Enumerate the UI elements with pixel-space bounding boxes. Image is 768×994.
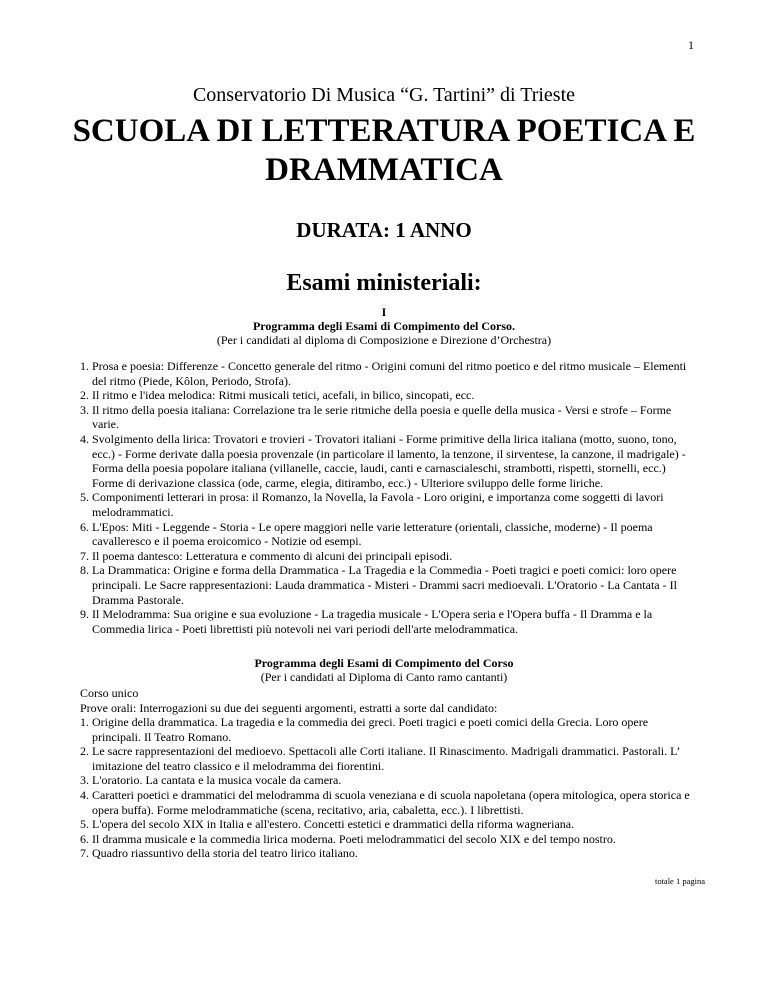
section1-header [0, 305, 768, 347]
footer-note: totale 1 pagina [654, 876, 705, 886]
section1-numeral: I [381, 305, 387, 319]
list-item: 5. Componimenti letterari in prosa: il Romanzo, la Novella, la Favola - Loro origini, e importanza come soggetti di lavori melodrammatici. [80, 490, 664, 519]
institution-name: Conservatorio Di Musica “G. Tartini” di Trieste [192, 84, 576, 106]
list-item: 6. L'Epos: Miti - Leggende - Storia - Le opere maggiori nelle varie letterature (orientali, classiche, moderne) - Il poema cavalleresco e il poema eroicomico - Notizie od esempi. [80, 519, 653, 549]
document-title [0, 112, 768, 190]
course-label: Corso unico [80, 686, 139, 700]
list-item: 4. Caratteri poetici e drammatici del melodramma di scuola veneziana e di scuola napoletana (opera mitologica, opera storica e opera buffa). Forme melodrammatiche (scena, recitativo, aria, cabaletta, ecc.). I librettisti. [80, 787, 690, 817]
section2-header [0, 656, 768, 684]
list-item: 7. Quadro riassuntivo della storia del teatro lirico italiano. [80, 846, 358, 861]
title-line-1: SCUOLA DI LETTERATURA POETICA E [72, 113, 696, 149]
list-item: 1. Prosa e poesia: Differenze - Concetto generale del ritmo - Origini comuni del ritmo poetico e del ritmo musicale – Elementi del ritmo (Piede, Kôlon, Periodo, Strofa). [80, 359, 687, 388]
section2-subheading: (Per i candidati al Diploma di Canto ramo cantanti) [260, 670, 508, 684]
page-number: 1 [688, 38, 694, 52]
section1-list [80, 359, 700, 636]
list-item: 6. Il dramma musicale e la commedia lirica moderna. Poeti melodrammatici del secolo XIX e del tempo nostro. [80, 831, 616, 846]
title-line-2: DRAMMATICA [265, 152, 503, 188]
list-item: 1. Origine della drammatica. La tragedia e la commedia dei greci. Poeti tragici e poeti comici della Grecia. Loro opere principali. Il Teatro Romano. [80, 715, 649, 744]
section2-intro: Prove orali: Interrogazioni su due dei seguenti argomenti, estratti a sorte dal candidato: [80, 700, 498, 715]
list-item: 4. Svolgimento della lirica: Trovatori e trovieri - Trovatori italiani - Forme primitive della lirica italiana (motto, suono, tono, ecc.) - Forme derivate dalla poesia provenzale (in particolare il lamento, la tenzone, il sirventese, la canzone, il madrigale) - Forma della poesia popolare italiana (villanelle, caccie, laudi, canti e carnascialeschi, strambotti, rispetti, stornelli, ecc.) Forme di derivazione classica (ode, carme, elegia, ditirambo, ecc.) - Ulteriore sviluppo delle forme liriche. [80, 431, 686, 490]
list-item: 3. L'oratorio. La cantata e la musica vocale da camera. [80, 773, 342, 788]
exams-heading: Esami ministeriali: [286, 270, 482, 296]
list-item: 2. Il ritmo e l'idea melodica: Ritmi musicali tetici, acefali, in bilico, sincopati, ecc. [80, 388, 475, 403]
duration-heading: DURATA: 1 ANNO [296, 218, 472, 242]
list-item: 3. Il ritmo della poesia italiana: Correlazione tra le serie ritmiche della poesia e quelle della musica - Versi e strofe – Forme varie. [80, 402, 672, 432]
section2-heading: Programma degli Esami di Compimento del Corso [254, 656, 514, 670]
list-item: 9. Il Melodramma: Sua origine e sua evoluzione - La tragedia musicale - L'Opera seria e l'Opera buffa - Il Dramma e la Commedia lirica - Poeti librettisti più notevoli nei vari periodi dell'arte melodrammatica. [80, 607, 653, 636]
list-item: 7. Il poema dantesco: Letteratura e commento di alcuni dei principali episodi. [80, 548, 453, 563]
list-item: 8. La Drammatica: Origine e forma della Drammatica - La Tragedia e la Commedia - Poeti tragici e poeti comici: loro opere principali. Le Sacre rappresentazioni: Lauda drammatica - Misteri - Drammi sacri medioevali. L'Oratorio - La Cantata - Il Dramma Pastorale. [80, 563, 677, 607]
list-item: 5. L'opera del secolo XIX in Italia e all'estero. Concetti estetici e drammatici della riforma wagneriana. [80, 817, 575, 832]
list-item: 2. Le sacre rappresentazioni del medioevo. Spettacoli alle Corti italiane. Il Rinascimento. Madrigali drammatici. Pastorali. L’ imitazione del teatro classico e il melodramma dei fiorentini. [80, 744, 680, 773]
section1-subheading: (Per i candidati al diploma di Composizione e Direzione d’Orchestra) [216, 333, 552, 347]
section1-heading: Programma degli Esami di Compimento del Corso. [252, 319, 516, 333]
section2-list [80, 715, 700, 861]
